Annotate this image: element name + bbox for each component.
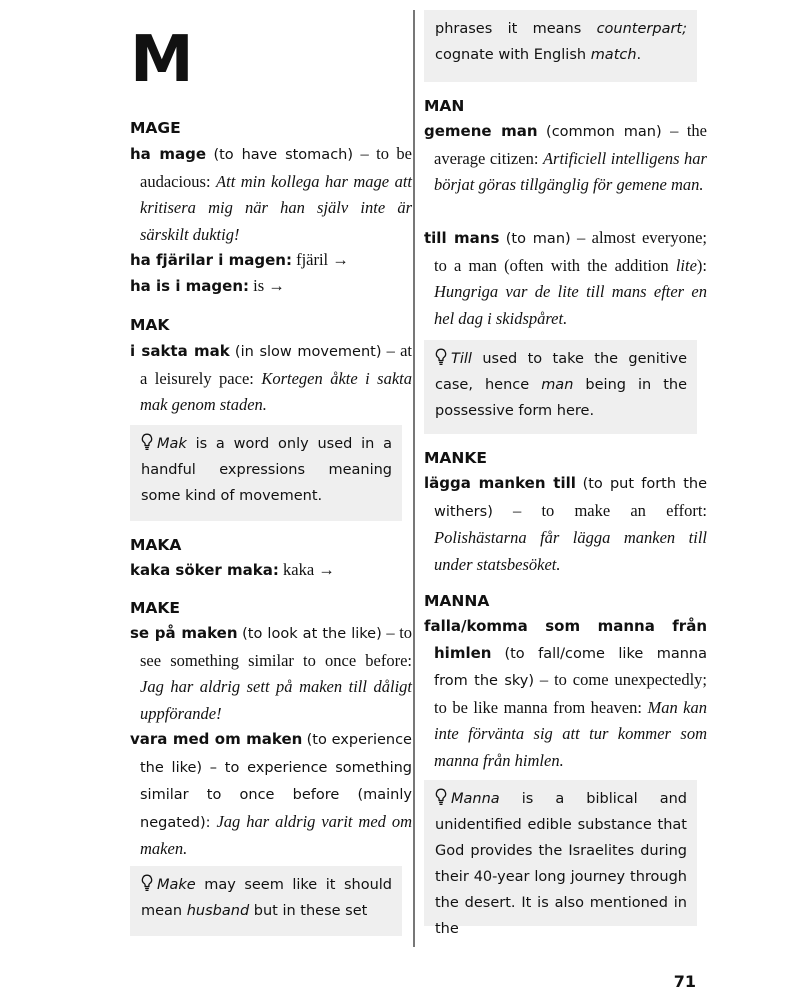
section-letter: M <box>130 23 193 97</box>
entry-example: Man kan inte förvänta sig att tur kommer som manna från himlen. <box>434 697 708 770</box>
headword-mak: MAK <box>130 316 170 334</box>
entry-definition: – at a leisurely pace: <box>140 341 412 388</box>
entry-keyword: falla/komma som manna från himlen <box>424 617 707 662</box>
entry-keyword: ha is i magen: <box>130 277 250 295</box>
note-term: counterpart; <box>596 21 687 37</box>
entry-keyword: ha fjärilar i magen: <box>130 251 292 269</box>
note-text: but in these set <box>249 903 368 919</box>
headword-mage: MAGE <box>130 119 181 137</box>
entry-keyword: gemene man <box>424 122 538 140</box>
entry-i-sakta-mak <box>130 338 412 419</box>
entry-example: Kortegen åkte i sakta mak genom staden. <box>140 368 412 414</box>
entry-ha-fjarilar <box>130 247 412 274</box>
entry-till-mans <box>424 225 707 332</box>
note-term: match <box>590 47 637 63</box>
entry-se-pa-maken <box>130 620 412 727</box>
headword-manke: MANKE <box>424 449 487 467</box>
entry-gloss: (to have stomach) <box>213 147 354 163</box>
note-text: may seem like it should mean <box>141 877 392 919</box>
note-text: . <box>636 47 642 63</box>
entry-definition: – to make an effort: <box>513 500 707 520</box>
note-box <box>130 866 402 936</box>
entry-keyword: vara med om maken <box>130 730 303 748</box>
note-term: husband <box>186 903 250 919</box>
entry-example: Jag har aldrig varit med om maken. <box>140 811 412 858</box>
note-box-continued <box>424 10 697 82</box>
entry-example: Polishästarna får lägga manken till under statsbesöket. <box>434 528 707 574</box>
headword-man: MAN <box>424 97 465 115</box>
entry-example: Artificiell intelligens har börjat göras tillgänglig för gemene man. <box>434 148 707 194</box>
entry-term: lite <box>675 255 697 275</box>
entry-gloss: (to fall/come like manna from the sky) <box>434 645 708 689</box>
lightbulb-icon <box>141 874 153 892</box>
note-box <box>424 780 697 937</box>
lightbulb-icon <box>435 348 447 366</box>
entry-keyword: kaka söker maka: <box>130 561 279 579</box>
entry-gloss: (to put forth the withers) <box>434 476 707 520</box>
entry-definition: – to come unexpectedly; to be like manna from heaven: <box>434 670 707 717</box>
page-number: 71 <box>673 972 696 991</box>
entry-falla-som-manna <box>424 613 707 774</box>
note-term: Manna <box>451 791 500 807</box>
entry-keyword: lägga manken till <box>424 474 576 492</box>
entry-gloss: (in slow movement) <box>234 344 382 360</box>
entry-kaka-soker-maka <box>130 557 412 584</box>
entry-definition: – the average citizen: <box>434 121 707 168</box>
note-text: being in the possessive form here. <box>435 377 688 419</box>
cross-reference-link[interactable]: kaka → <box>283 560 335 579</box>
entry-gloss: (to experience the like) – to experience something similar to once before (mainly negated): <box>140 732 412 831</box>
entry-keyword: till mans <box>424 229 500 247</box>
note-text: is a biblical and unidentified edible substance that God provides the Israelites during their 40-year long journey through the desert. It is also mentioned in the <box>435 791 687 937</box>
note-text: is a word only used in a handful expressions meaning some kind of movement. <box>141 436 392 504</box>
headword-maka: MAKA <box>130 536 182 554</box>
column-divider <box>413 10 415 947</box>
entry-definition: – to be audacious: <box>140 144 412 191</box>
cross-reference-link[interactable]: fjäril → <box>296 250 349 269</box>
note-text: cognate with English <box>435 47 591 63</box>
entry-example: Jag har aldrig sett på maken till dåligt uppförande! <box>140 677 412 723</box>
entry-example: Hungriga var de lite till mans efter en hel dag i skidspåret. <box>434 282 707 328</box>
note-box <box>130 425 402 521</box>
entry-keyword: i sakta mak <box>130 342 230 360</box>
headword-manna: MANNA <box>424 592 490 610</box>
note-term: Mak <box>157 436 187 452</box>
entry-definition: – almost everyone; to a man (often with the addition <box>434 228 708 275</box>
lightbulb-icon <box>141 433 153 451</box>
entry-example: Att min kollega har mage att kritisera mig när han själv inte är särskilt duktig! <box>140 171 412 244</box>
entry-gloss: (common man) <box>546 124 662 140</box>
headword-make: MAKE <box>130 599 181 617</box>
entry-keyword: se på maken <box>130 624 238 642</box>
note-term: man <box>541 377 574 393</box>
entry-definition: ): <box>696 255 707 275</box>
entry-lagga-manken-till <box>424 470 707 578</box>
entry-definition: – to see something similar to once before: <box>140 623 413 670</box>
entry-vara-med-om-maken <box>130 726 412 863</box>
entry-ha-is <box>130 273 412 300</box>
note-term: Make <box>157 877 196 893</box>
entry-ha-mage <box>130 141 412 248</box>
note-text: used to take the genitive case, hence <box>435 351 687 393</box>
note-box <box>424 340 697 434</box>
entry-gloss: (to look at the like) <box>242 626 382 642</box>
entry-gemene-man <box>424 118 707 199</box>
entry-keyword: ha mage <box>130 145 206 163</box>
cross-reference-link[interactable]: is → <box>253 276 285 295</box>
note-text: phrases it means <box>435 21 597 37</box>
note-term: Till <box>451 351 472 367</box>
lightbulb-icon <box>435 788 447 806</box>
entry-gloss: (to man) <box>505 231 571 247</box>
